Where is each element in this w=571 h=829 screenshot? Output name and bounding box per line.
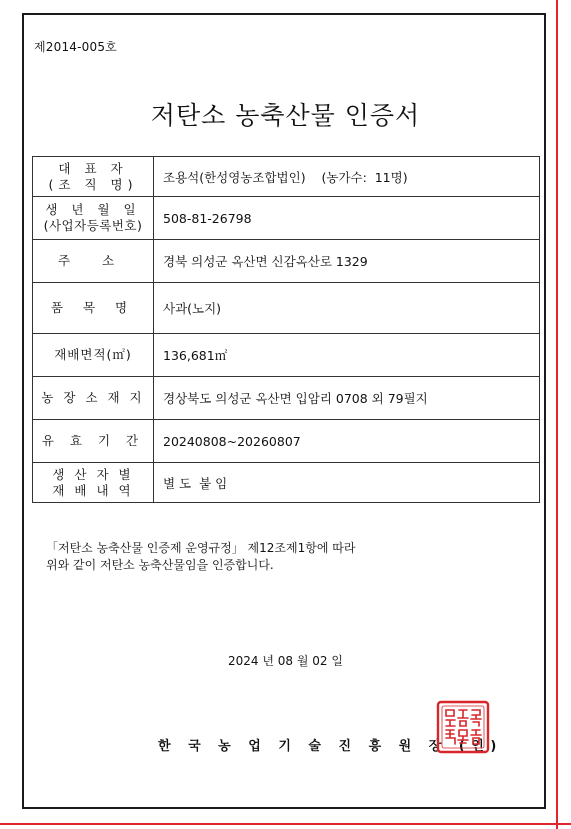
row-label: 대 표 자 (조 직 명) (33, 157, 154, 197)
certificate-title: 저탄소 농축산물 인증서 (150, 101, 421, 130)
row-label: 농 장 소 재 지 (33, 377, 154, 420)
row-value: 경상북도 의성군 옥산면 입암리 0708 외 79필지 (154, 377, 540, 420)
row-value: 508-81-26798 (154, 197, 540, 240)
statement-line: 「저탄소 농축산물 인증제 운영규정」 제12조제1항에 따라 (46, 541, 356, 555)
official-seal-icon (436, 700, 490, 754)
row-value: 136,681㎡ (154, 334, 540, 377)
row-value: 별 도 붙 임 (154, 463, 540, 503)
issuer-name: 한 국 농 업 기 술 진 흥 원 장 (인) (158, 739, 503, 754)
row-value: 사과(노지) (154, 283, 540, 334)
statement-line: 위와 같이 저탄소 농축산물임을 인증합니다. (46, 558, 274, 572)
row-label: 품 목 명 (33, 283, 154, 334)
row-label: 생 년 월 일 (사업자등록번호) (33, 197, 154, 240)
table-row (33, 463, 540, 503)
table-row (33, 240, 540, 283)
row-label: 주 소 (33, 240, 154, 283)
document-number: 제2014-005호 (34, 40, 117, 54)
table-row (33, 283, 540, 334)
row-label: 생 산 자 별 재 배 내 역 (33, 463, 154, 503)
table-row (33, 420, 540, 463)
row-value: 조용석(한성영농조합법인) (농가수: 11명) (154, 157, 540, 197)
red-edge-line-bottom (0, 823, 571, 825)
row-value: 경북 의성군 옥산면 신감옥산로 1329 (154, 240, 540, 283)
table-row (33, 197, 540, 240)
certification-statement (46, 540, 355, 574)
table-row (33, 157, 540, 197)
row-value: 20240808~20260807 (154, 420, 540, 463)
certificate-info-table (32, 156, 540, 503)
row-label: 재배면적(㎡) (33, 334, 154, 377)
row-label: 유 효 기 간 (33, 420, 154, 463)
table-row (33, 334, 540, 377)
table-row (33, 377, 540, 420)
issue-date: 2024 년 08 월 02 일 (228, 654, 343, 668)
